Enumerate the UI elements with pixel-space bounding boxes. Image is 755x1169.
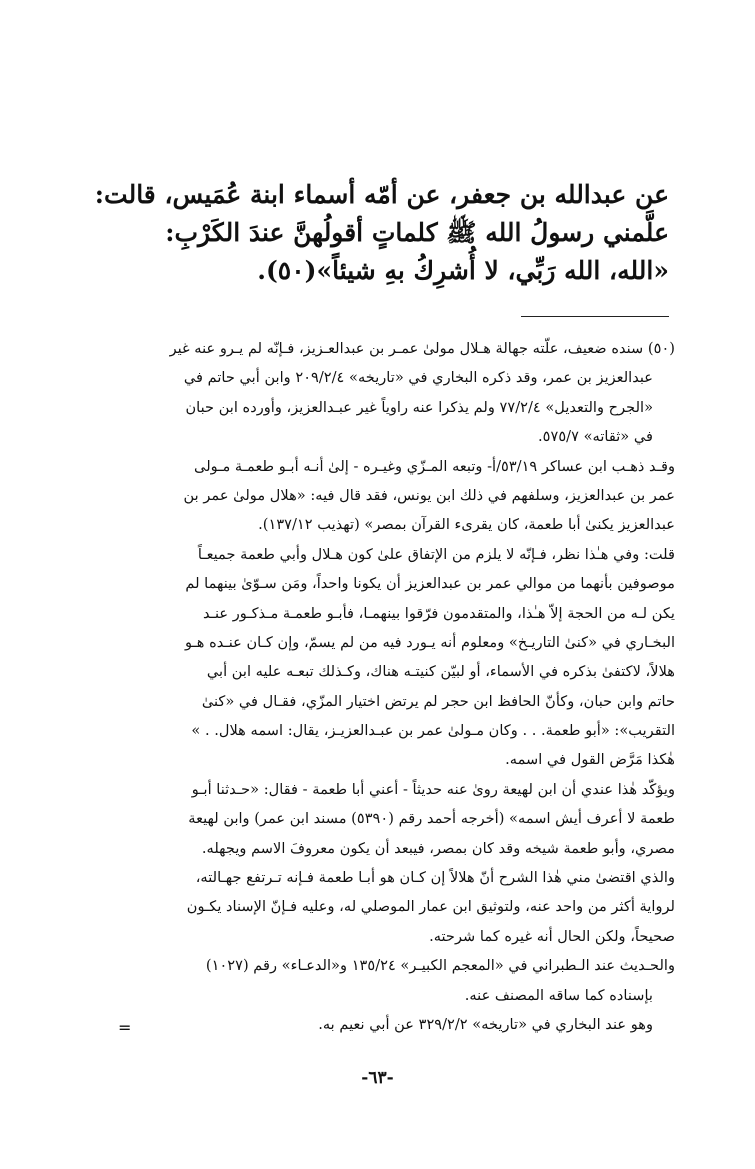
footnote-line: طعمة لا أعرف أيش اسمه» (أخرجه أحمد رقم (٥٣٩٠) مسند ابن عمر) وابن لهيعة — [188, 810, 675, 828]
footnote-line: البخـاري في «كنىٰ التاريـخ» ومعلوم أنه يـورد فيه من لم يسمّ، وإن كـان عنـده هـو — [184, 633, 675, 651]
footnote-line: ويؤكّد هٰذا عندي أن ابن لهيعة روىٰ عنه حديثاً - أعني أبا طعمة - فقال: «حـدثنا أبـو — [191, 780, 675, 798]
footnotes — [83, 334, 675, 1039]
footnote-line: والحـديث عند الـطبراني في «المعجم الكبيـر» ١٣٥/٢٤ و«الدعـاء» رقم (١٠٢٧) — [205, 957, 675, 975]
continuation-mark: = — [118, 1018, 132, 1037]
footnote-line: قلت: وفي هـٰذا نظر، فـإنّه لا يلزم من الإتفاق علىٰ كون هـلال وأبي طعمة جميعـاً — [197, 545, 675, 563]
main-line: علَّمني رسولُ الله ﷺ كلماتٍ أقولُهنَّ عندَ الكَرْبِ: — [165, 218, 669, 247]
main-text — [69, 176, 669, 290]
footnote-line: والذي اقتضىٰ مني هٰذا الشرح أنّ هلالاً إن كـان هو أبـا طعمة فـإنه تـرتفع جهـالته، — [195, 869, 675, 887]
footnote-line: موصوفين بأنهما من موالي عمر بن عبدالعزيز أن يكونا واحداً، ومَن سـوّىٰ بينهما لم — [185, 575, 675, 593]
footnote-line: وقـد ذهـب ابن عساكر ٥٣/١٩/أ- وتبعه المـزّي وغيـره - إلىٰ أنـه أبـو طعمـة مـولى — [194, 457, 675, 475]
footnote-line: هٰكذا مَرَّض القول في اسمه. — [505, 751, 675, 769]
footnote-line: بإسناده كما ساقه المصنف عنه. — [464, 986, 653, 1004]
footnote-line: لرواية أكثر من واحد عنه، ولتوثيق ابن عمار الموصلي له، وعليه فـإنّ الإسناد يكـون — [186, 898, 675, 916]
footnote-line: في «ثقاته» ٥٧٥/٧. — [538, 428, 653, 446]
main-line: عن عبدالله بن جعفر، عن أمّه أسماء ابنة عُمَيس، قالت: — [94, 180, 669, 209]
footnote-line: هلالاً، لاكتفىٰ بذكره في الأسماء، أو لبيّن كنيتـه هناك، وكـذلك تبعـه عليه ابن أبي — [206, 663, 675, 681]
footnote-line: وهو عند البخاري في «تاريخه» ٣٢٩/٢/٢ عن أبي نعيم به. — [318, 1015, 653, 1033]
footnote-line: التقريب»: «أبو طعمة. . . وكان مـولىٰ عمر بن عبـدالعزيـز، يقال: اسمه هلال. . » — [191, 722, 675, 740]
footnote-line: عبدالعزيز يكنىٰ أبا طعمة، كان يقرىء القرآن بمصر» (تهذيب ١٣٧/١٢). — [258, 516, 675, 534]
footnote-line: (٥٠) سنده ضعيف، علّته جهالة هـلال مولىٰ عمـر بن عبدالعـزيز، فـإنّه لم يـرو عنه غير — [169, 340, 675, 357]
footnote-separator — [521, 316, 669, 317]
page-number: -٦٣- — [361, 1068, 394, 1088]
footnote-line: عبدالعزيز بن عمر، وقد ذكره البخاري في «تاريخه» ٢٠٩/٢/٤ وابن أبي حاتم في — [183, 369, 653, 387]
main-line: «الله، الله رَبِّي، لا أُشرِكُ بهِ شيئاً»(٥٠). — [257, 256, 669, 285]
footnote-line: «الجرح والتعديل» ٧٧/٢/٤ ولم يذكرا عنه راوياً غير عبـدالعزيز، وأورده ابن حبان — [185, 398, 653, 416]
footnote-line: صحيحاً، ولكن الحال أنه غيره كما شرحته. — [429, 927, 675, 945]
footnote-line: يكن لـه من الحجة إلاّ هـٰذا، والمتقدمون فرّقوا بينهمـا، فأبـو طعمـة مـذكـور عنـد — [203, 604, 675, 622]
footnote-line: مصري، وأبو طعمة شيخه وقد كان بمصر، فيبعد أن يكون معروفَ الاسم ويجهله. — [201, 839, 675, 857]
footnote-line: عمر بن عبدالعزيز، وسلفهم في ذلك ابن يونس، فقد قال فيه: «هلال مولىٰ عمر بن — [183, 486, 675, 504]
footnote-line: حاتم وابن حبان، وكأنّ الحافظ ابن حجر لم يرتض اختيار المزّي، فقـال في «كنىٰ — [201, 692, 675, 710]
